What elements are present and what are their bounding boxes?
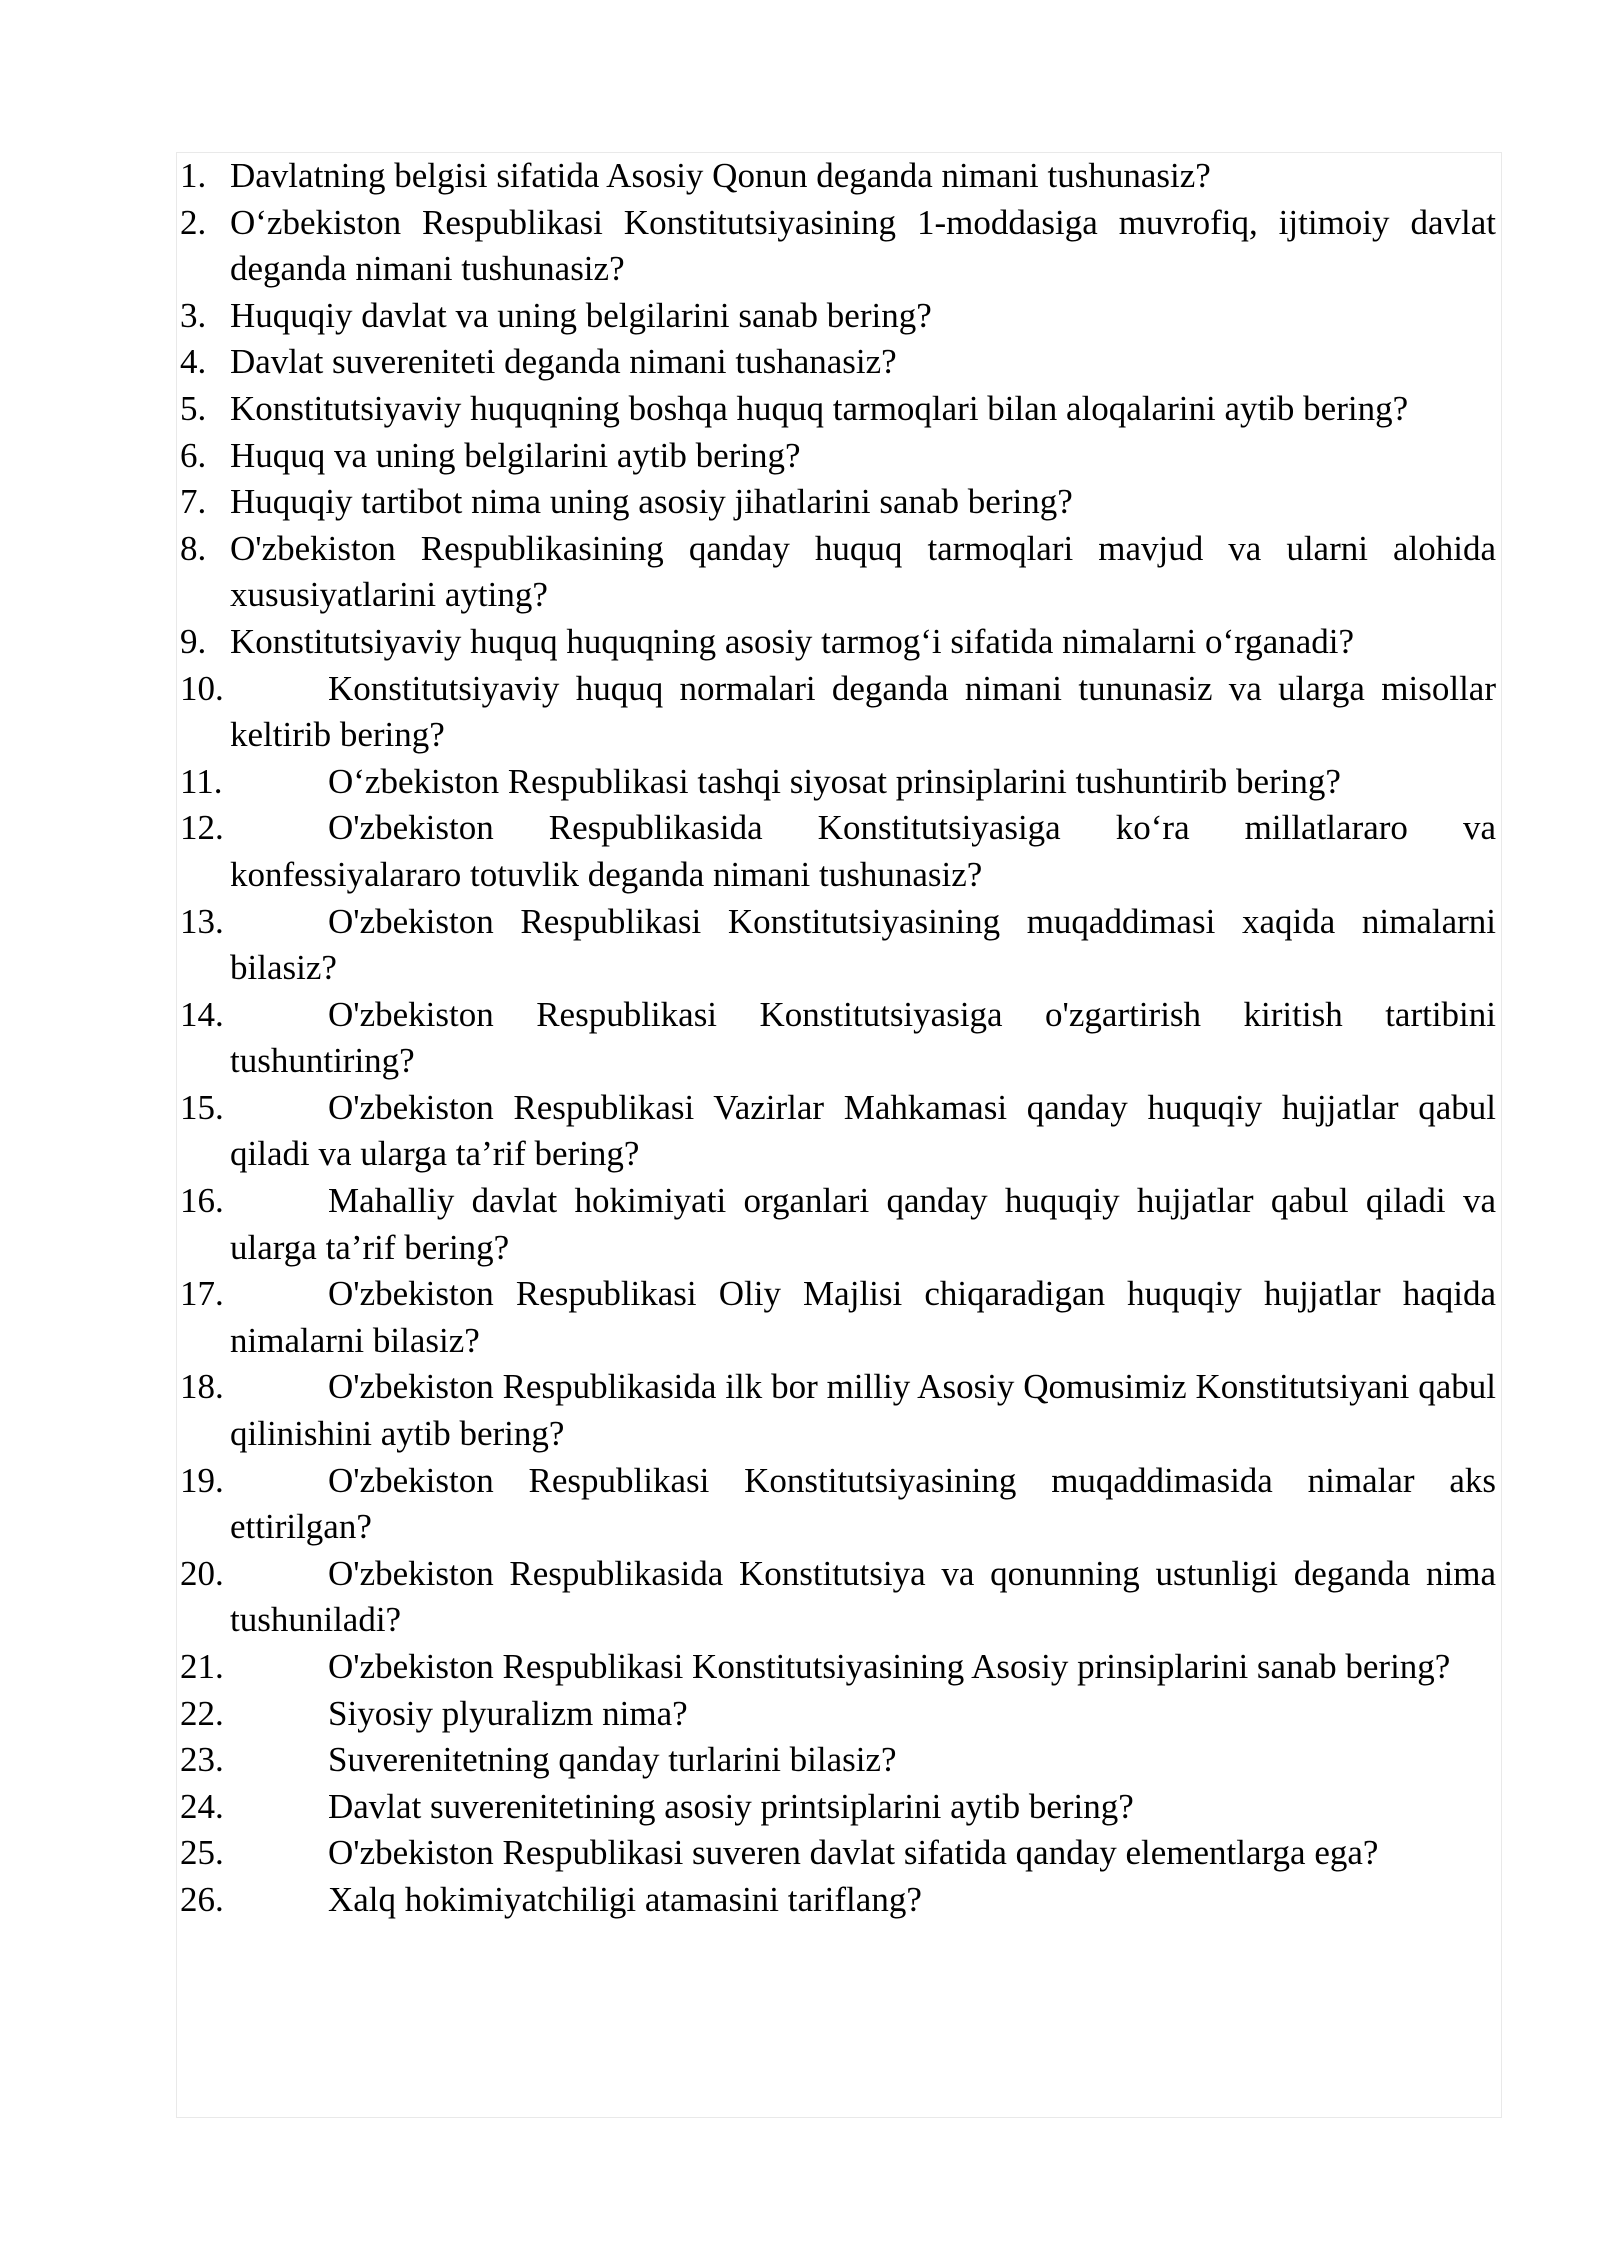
question-text: Konstitutsiyaviy huquq huquqning asosiy tarmog‘i sifatida nimalarni o‘rganadi? [230,621,1355,661]
question-text: O'zbekiston Respublikasi Konstitutsiyasining muqaddimasida nimalar aks ettirilgan? [230,1460,1496,1547]
question-number: 10. [180,668,224,708]
question-number: 11. [180,761,223,801]
question-item [180,1644,1496,1691]
question-number: 16. [180,1181,224,1221]
question-number: 2. [180,202,207,242]
question-item [180,992,1496,1085]
question-item [180,1784,1496,1831]
question-item [180,293,1496,340]
question-item [180,1364,1496,1457]
question-item [180,899,1496,992]
question-item [180,1830,1496,1877]
question-text: O'zbekiston Respublikasida ilk bor milliy Asosiy Qomusimiz Konstitutsiyani qabul qilinishini aytib bering? [230,1367,1496,1454]
question-number: 17. [180,1274,224,1314]
question-item [180,200,1496,293]
question-number: 24. [180,1786,224,1826]
question-item [180,1737,1496,1784]
question-number: 7. [180,482,207,522]
question-number: 9. [180,621,207,661]
question-item [180,1271,1496,1364]
question-number: 22. [180,1693,224,1733]
question-item [180,1691,1496,1738]
question-text: O'zbekiston Respublikasi Konstitutsiyasining Asosiy prinsiplarini sanab bering? [328,1647,1451,1686]
question-text: Huquqiy davlat va uning belgilarini sanab bering? [230,295,932,335]
question-number: 23. [180,1740,224,1780]
question-number: 4. [180,342,207,382]
question-text: Konstitutsiyaviy huquqning boshqa huquq tarmoqlari bilan aloqalarini aytib bering? [230,388,1409,428]
question-item [180,433,1496,480]
question-item [180,386,1496,433]
question-item [180,805,1496,898]
question-item [180,759,1496,806]
question-text: O'zbekiston Respublikasida Konstitutsiyasiga ko‘ra millatlararo va konfessiyalararo totuvlik deganda nimani tushunasiz? [230,808,1496,894]
question-text: Davlat suverenitetining asosiy printsiplarini aytib bering? [328,1786,1134,1826]
question-text: O'zbekiston Respublikasi Konstitutsiyasining muqaddimasi xaqida nimalarni bilasiz? [230,901,1496,988]
question-text: Siyosiy plyuralizm nima? [328,1693,688,1733]
question-item [180,1458,1496,1551]
question-list [180,153,1496,1924]
question-text: Davlat suvereniteti deganda nimani tushanasiz? [230,342,897,382]
question-number: 21. [180,1647,224,1686]
question-number: 1. [180,156,207,195]
question-number: 14. [180,994,224,1034]
question-number: 5. [180,388,207,428]
question-number: 12. [180,808,224,848]
question-text: Suverenitetning qanday turlarini bilasiz? [328,1740,897,1780]
question-number: 19. [180,1460,224,1500]
question-text: Konstitutsiyaviy huquq normalari deganda nimani tununasiz va ularga misollar keltirib bering? [230,668,1496,755]
question-text: O'zbekiston Respublikasida Konstitutsiya va qonunning ustunligi deganda nima tushuniladi? [230,1553,1496,1640]
question-number: 15. [180,1087,224,1127]
question-item [180,619,1496,666]
question-item [180,1178,1496,1271]
question-text: O'zbekiston Respublikasining qanday huquq tarmoqlari mavjud va ularni alohida xususiyatlarini ayting? [230,528,1496,615]
question-number: 20. [180,1553,224,1593]
question-text: Davlatning belgisi sifatida Asosiy Qonun deganda nimani tushunasiz? [230,156,1211,195]
question-text: O‘zbekiston Respublikasi Konstitutsiyasining 1-moddasiga muvrofiq, ijtimoiy davlat deganda nimani tushunasiz? [230,202,1496,289]
question-text: O'zbekiston Respublikasi Vazirlar Mahkamasi qanday huquqiy hujjatlar qabul qiladi va ularga ta’rif bering? [230,1087,1496,1174]
question-number: 13. [180,901,224,941]
question-text: Xalq hokimiyatchiligi atamasini tariflang? [328,1879,922,1919]
question-number: 26. [180,1879,224,1919]
question-item [180,479,1496,526]
question-item [180,339,1496,386]
question-number: 3. [180,295,207,335]
question-text: O'zbekiston Respublikasi suveren davlat sifatida qanday elementlarga ega? [328,1833,1379,1873]
question-text: Mahalliy davlat hokimiyati organlari qanday huquqiy hujjatlar qabul qiladi va ularga ta’rif bering? [230,1181,1496,1267]
question-text: O‘zbekiston Respublikasi tashqi siyosat prinsiplarini tushuntirib bering? [328,761,1341,801]
question-item [180,666,1496,759]
question-number: 25. [180,1833,224,1873]
question-item [180,153,1496,200]
question-number: 18. [180,1367,224,1407]
question-item [180,1877,1496,1924]
question-number: 6. [180,435,207,475]
question-text: Huquqiy tartibot nima uning asosiy jihatlarini sanab bering? [230,482,1073,522]
question-text: O'zbekiston Respublikasi Konstitutsiyasiga o'zgartirish kiritish tartibini tushuntiring? [230,994,1496,1081]
question-text: O'zbekiston Respublikasi Oliy Majlisi chiqaradigan huquqiy hujjatlar haqida nimalarni bilasiz? [230,1274,1496,1360]
question-item [180,1551,1496,1644]
question-item [180,1085,1496,1178]
question-item [180,526,1496,619]
question-number: 8. [180,528,207,568]
question-text: Huquq va uning belgilarini aytib bering? [230,435,801,475]
